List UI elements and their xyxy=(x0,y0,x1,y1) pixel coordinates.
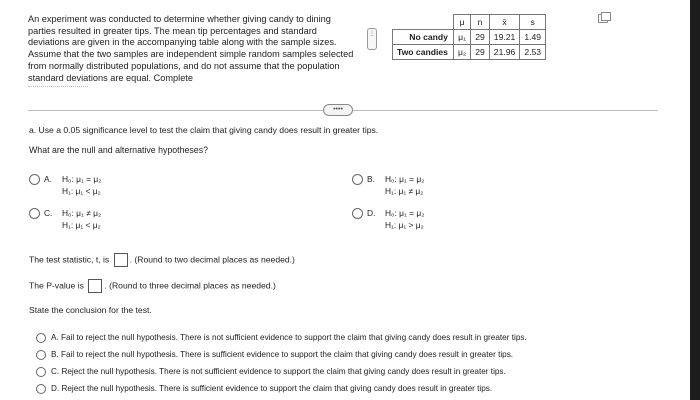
radio-button[interactable] xyxy=(29,174,40,185)
table-cell: 1.49 xyxy=(520,30,546,45)
p-value-input[interactable] xyxy=(88,279,102,293)
p-value-hint: (Round to three decimal places as needed.) xyxy=(109,280,276,291)
window-edge xyxy=(690,0,700,400)
option-letter: A. xyxy=(44,174,52,184)
conclusion-text: A. Fail to reject the null hypothesis. There is not sufficient evidence to support the claim that giving candy does result in greater tips. xyxy=(51,333,527,343)
alt-hypothesis: H₁: μ₁ ≠ μ₂ xyxy=(385,186,424,196)
p-value-label: The P-value is xyxy=(29,280,84,291)
radio-button[interactable] xyxy=(36,333,46,343)
table-cell: μ₁ xyxy=(453,30,470,45)
table-corner xyxy=(393,15,454,30)
conclusion-option-c[interactable] xyxy=(36,367,506,377)
text-cutoff xyxy=(28,86,88,90)
table-cell: 19.21 xyxy=(489,30,520,45)
test-statistic-line: The test statistic, t, is . (Round to two decimal places as needed.) xyxy=(29,253,295,267)
row-label: Two candies xyxy=(393,45,454,60)
table-cell: 29 xyxy=(471,45,490,60)
table-cell: 29 xyxy=(471,30,490,45)
null-hypothesis: H₀: μ₁ = μ₂ xyxy=(385,208,425,218)
table-row xyxy=(393,30,546,45)
conclusion-text: B. Fail to reject the null hypothesis. There is sufficient evidence to support the claim that giving candy does result in greater tips. xyxy=(51,350,514,360)
option-letter: D. xyxy=(367,208,376,218)
more-button[interactable]: •••• xyxy=(323,104,353,116)
radio-button[interactable] xyxy=(36,384,46,394)
part-a-prompt: a. Use a 0.05 significance level to test the claim that giving candy does result in greater tips. xyxy=(29,125,379,135)
column-header: x̄ xyxy=(489,15,520,30)
column-header: n xyxy=(471,15,490,30)
null-hypothesis: H₀: μ₁ = μ₂ xyxy=(385,174,425,184)
test-statistic-input[interactable] xyxy=(114,253,128,267)
table-row xyxy=(393,45,546,60)
conclusion-option-a[interactable] xyxy=(36,333,527,343)
radio-button[interactable] xyxy=(29,208,40,219)
conclusion-option-b[interactable] xyxy=(36,350,513,360)
alt-hypothesis: H₁: μ₁ > μ₂ xyxy=(385,220,424,230)
table-cell: 2.53 xyxy=(520,45,546,60)
test-statistic-hint: (Round to two decimal places as needed.) xyxy=(134,254,295,265)
row-label: No candy xyxy=(393,30,454,45)
radio-button[interactable] xyxy=(352,174,363,185)
option-letter: B. xyxy=(367,174,375,184)
radio-button[interactable] xyxy=(36,367,46,377)
conclusion-text: D. Reject the null hypothesis. There is sufficient evidence to support the claim that giving candy does result in greater tips. xyxy=(51,384,493,394)
alt-hypothesis: H₁: μ₁ < μ₂ xyxy=(62,220,101,230)
option-letter: C. xyxy=(44,208,53,218)
column-header: μ xyxy=(453,15,470,30)
null-hypothesis: H₀: μ₁ = μ₂ xyxy=(62,174,102,184)
alt-hypothesis: H₁: μ₁ < μ₂ xyxy=(62,186,101,196)
hypotheses-question: What are the null and alternative hypotheses? xyxy=(29,145,208,155)
table-header-row xyxy=(393,15,546,30)
column-header: s xyxy=(520,15,546,30)
conclusion-prompt: State the conclusion for the test. xyxy=(29,305,152,315)
p-value-line: The P-value is . (Round to three decimal places as needed.) xyxy=(29,279,276,293)
table-cell: μ₂ xyxy=(453,45,470,60)
null-hypothesis: H₀: μ₁ ≠ μ₂ xyxy=(62,208,102,218)
conclusion-text: C. Reject the null hypothesis. There is not sufficient evidence to support the claim that giving candy does result in greater tips. xyxy=(51,367,506,377)
copy-icon[interactable] xyxy=(598,14,608,23)
problem-statement: An experiment was conducted to determine whether giving candy to dining parties resulted in greater tips. The mean tip percentages and standard deviations are given in the accompanying table along with the sample sizes. Assume that the two samples are independent simple random samples selected from normally distributed populations, and do not assume that the population standard deviations are equal. Complete xyxy=(28,14,354,83)
radio-button[interactable] xyxy=(352,208,363,219)
radio-button[interactable] xyxy=(36,350,46,360)
table-cell: 21.96 xyxy=(489,45,520,60)
test-statistic-label: The test statistic, t, is xyxy=(29,254,110,265)
data-table xyxy=(392,14,546,60)
expand-icon[interactable]: ⋮ xyxy=(367,28,377,50)
conclusion-option-d[interactable] xyxy=(36,384,492,394)
